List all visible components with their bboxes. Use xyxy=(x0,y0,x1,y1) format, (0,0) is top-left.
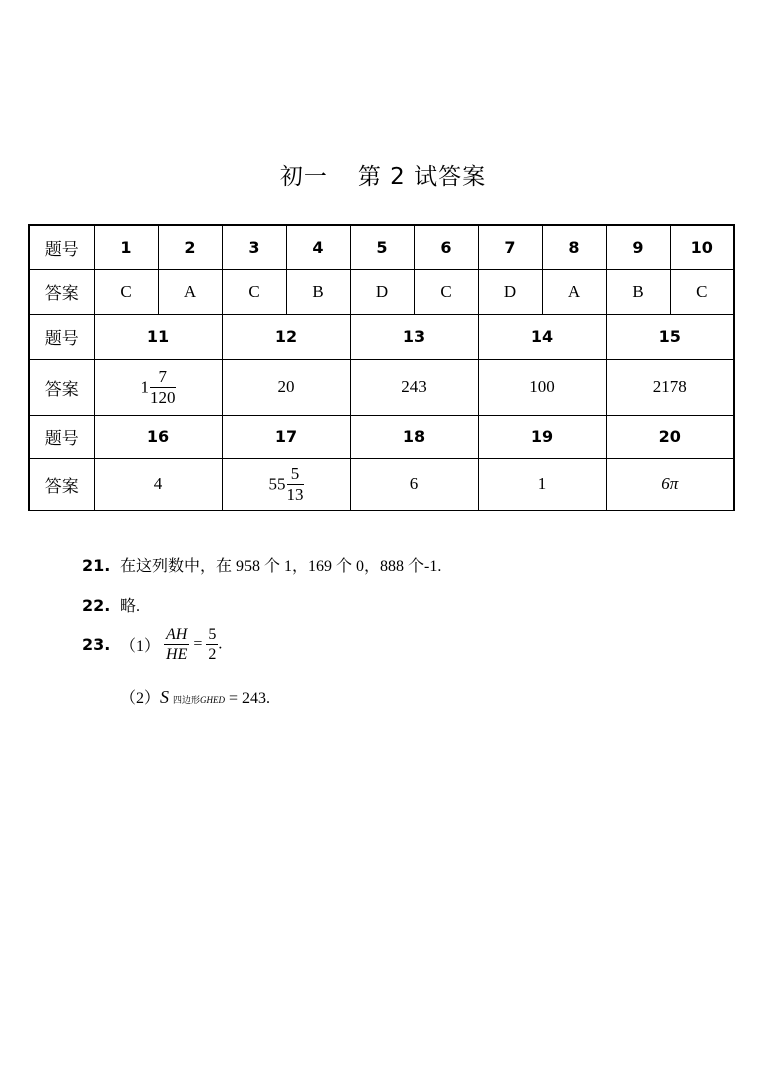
page-title: 初一 第 2 试答案 xyxy=(279,164,487,190)
question-number: 19 xyxy=(478,415,606,458)
answer-row-2 xyxy=(29,359,734,415)
value-fraction: $\frac{5}{2}$ xyxy=(208,626,217,663)
answer-cell: A xyxy=(158,269,222,314)
question-number: 13 xyxy=(350,314,478,359)
answer-cell: 243 xyxy=(350,359,478,415)
row-label: 题号 xyxy=(29,415,94,458)
question-row-2 xyxy=(29,314,734,359)
answer-cell: D xyxy=(478,269,542,314)
answer-cell: C xyxy=(222,269,286,314)
question-number: 15 xyxy=(606,314,734,359)
item-23-part-1: 23. （1） $\frac{AH}{HE}$ = $\frac{5}{2}$ . xyxy=(82,626,223,663)
question-number: 7 xyxy=(478,225,542,269)
row-label: 题号 xyxy=(29,225,94,269)
question-number: 12 xyxy=(222,314,350,359)
question-number: 9 xyxy=(606,225,670,269)
answer-cell: 2178 xyxy=(606,359,734,415)
answer-cell: B xyxy=(606,269,670,314)
answer-cell: 100 xyxy=(478,359,606,415)
answer-cell: 1 xyxy=(478,458,606,510)
answer-cell: B xyxy=(286,269,350,314)
answer-cell: C xyxy=(94,269,158,314)
row-label: 答案 xyxy=(29,458,94,510)
answer-cell: D xyxy=(350,269,414,314)
answer-cell: A xyxy=(542,269,606,314)
question-number: 16 xyxy=(94,415,222,458)
row-label: 答案 xyxy=(29,359,94,415)
question-row-1 xyxy=(29,225,734,269)
question-number: 14 xyxy=(478,314,606,359)
question-number: 11 xyxy=(94,314,222,359)
answer-row-3 xyxy=(29,458,734,510)
ratio-fraction: $\frac{AH}{HE}$ xyxy=(166,626,188,663)
question-number: 3 xyxy=(222,225,286,269)
row-label: 题号 xyxy=(29,314,94,359)
answer-table xyxy=(28,224,735,511)
question-number: 18 xyxy=(350,415,478,458)
item-23-part-2: （2）S 四边形GHED = 243. xyxy=(120,687,271,707)
answer-cell-mixed-fraction: 55 $\frac{5}{13}$ xyxy=(222,458,350,510)
answer-cell: 6π xyxy=(606,458,734,510)
question-row-3 xyxy=(29,415,734,458)
answer-row-1 xyxy=(29,269,734,314)
answer-cell-mixed-fraction: 1 $\frac{7}{120}$ xyxy=(94,359,222,415)
question-number: 2 xyxy=(158,225,222,269)
question-number: 6 xyxy=(414,225,478,269)
question-number: 1 xyxy=(94,225,158,269)
question-number: 8 xyxy=(542,225,606,269)
question-number: 17 xyxy=(222,415,350,458)
question-number: 10 xyxy=(670,225,734,269)
question-number: 4 xyxy=(286,225,350,269)
answer-cell: C xyxy=(414,269,478,314)
answer-cell: C xyxy=(670,269,734,314)
question-number: 5 xyxy=(350,225,414,269)
answer-cell: 4 xyxy=(94,458,222,510)
question-number: 20 xyxy=(606,415,734,458)
row-label: 答案 xyxy=(29,269,94,314)
item-21: 21. 在这列数中，在 958 个 1，169 个 0，888 个-1. xyxy=(82,556,442,575)
answer-cell: 20 xyxy=(222,359,350,415)
answer-cell: 6 xyxy=(350,458,478,510)
item-22: 22. 略. xyxy=(82,596,141,615)
